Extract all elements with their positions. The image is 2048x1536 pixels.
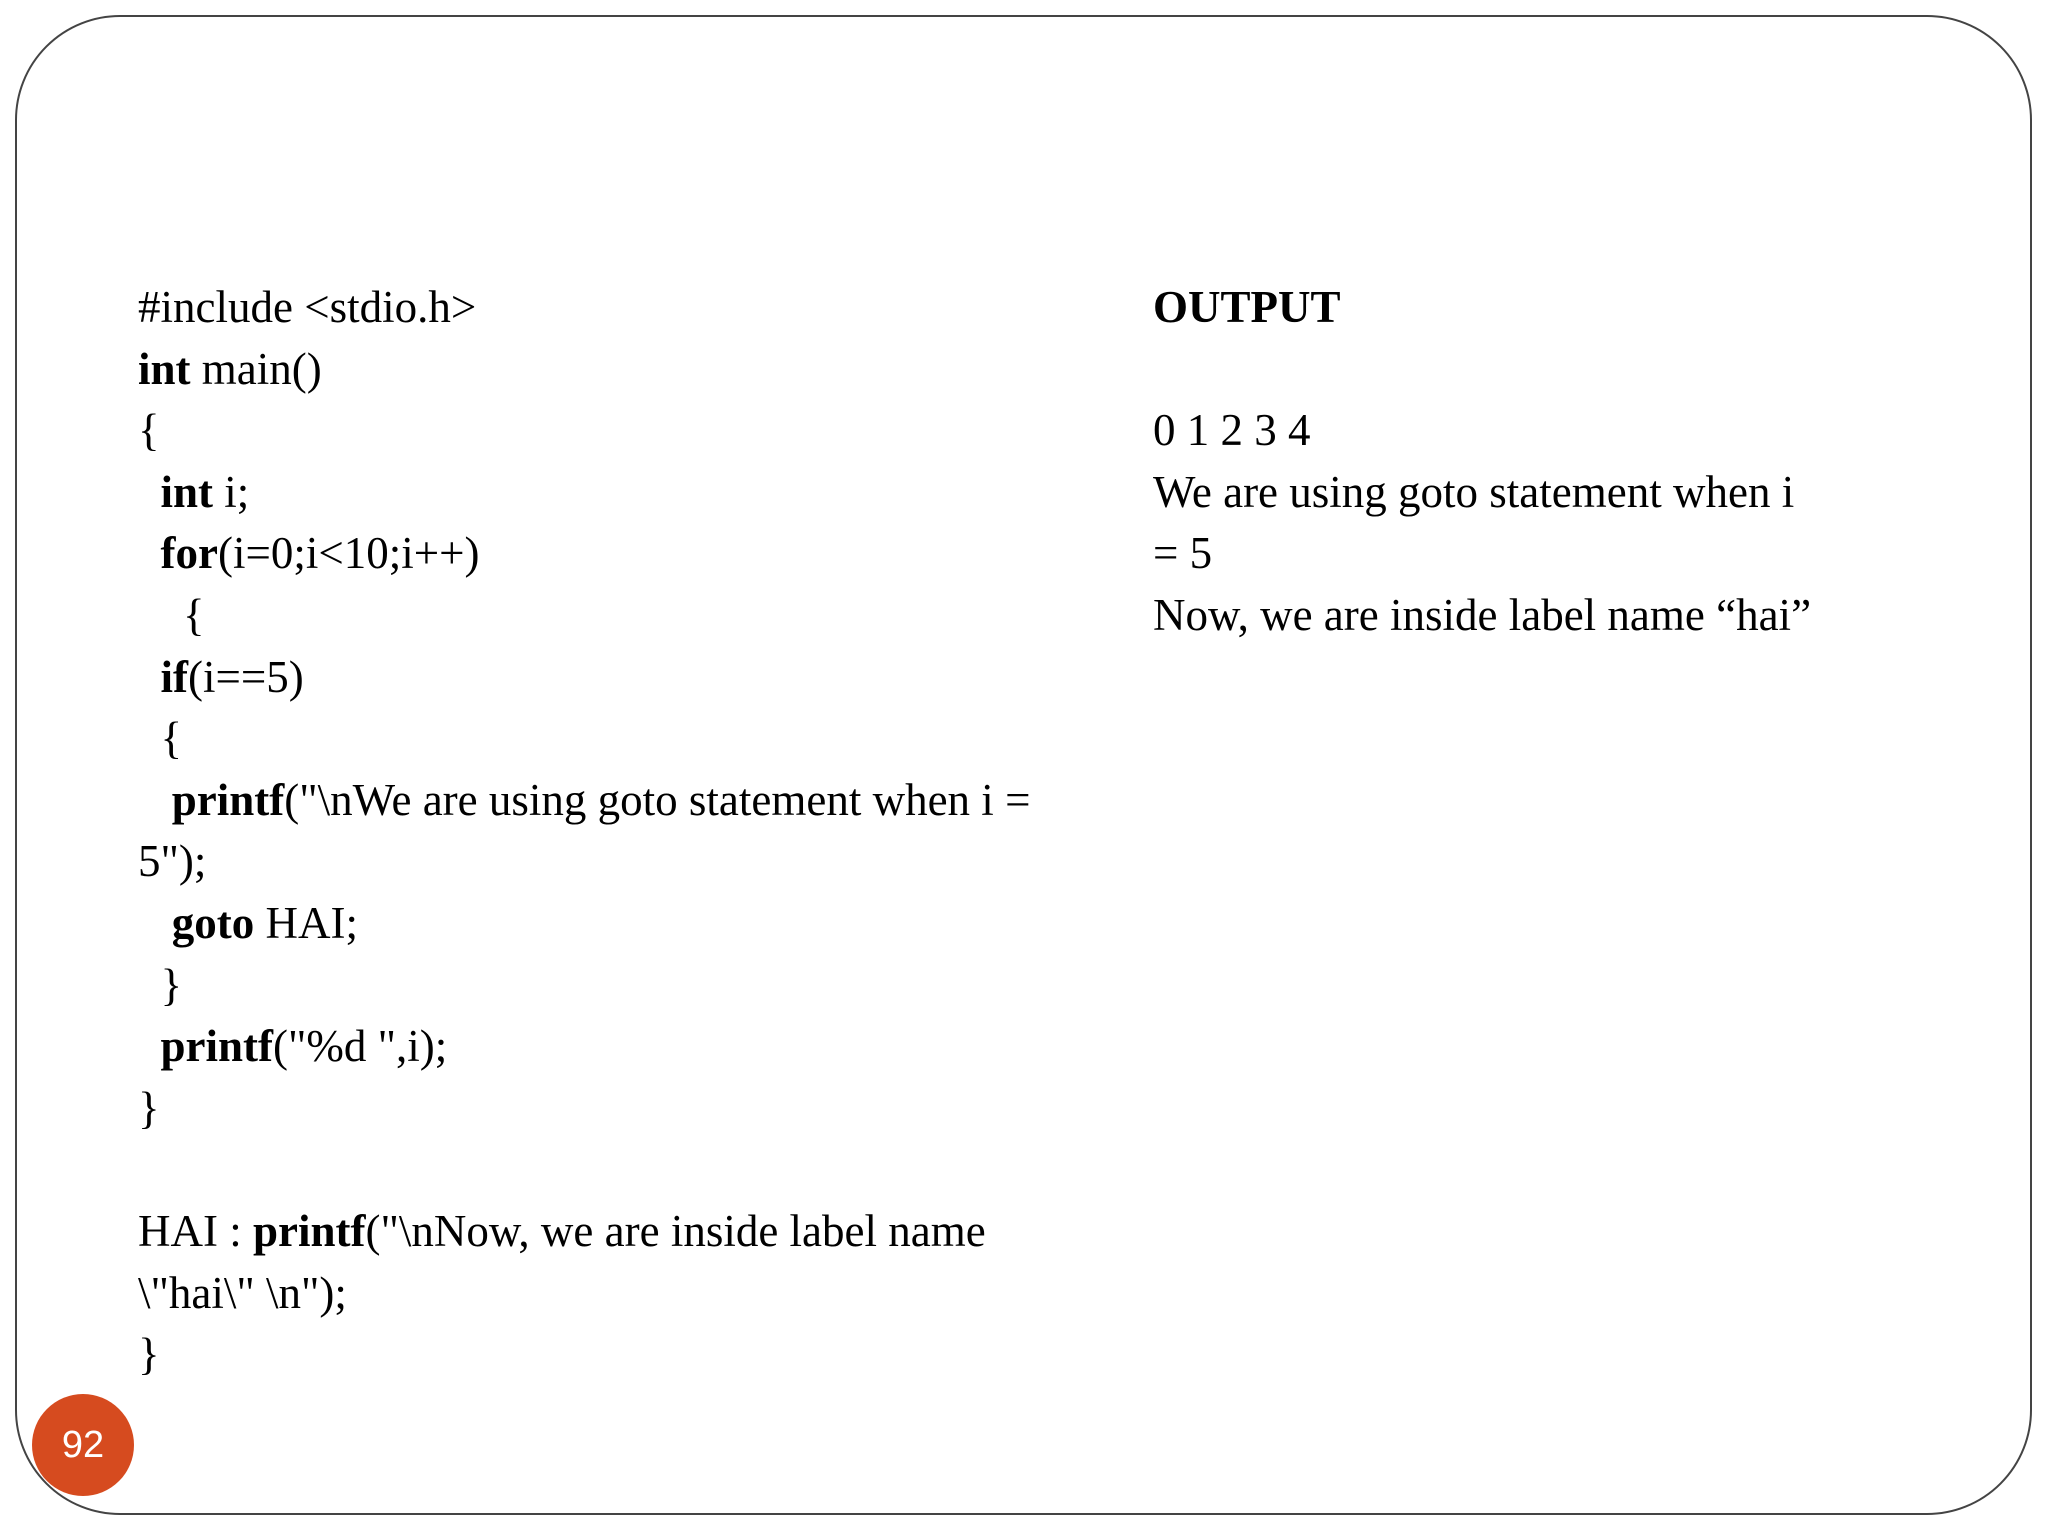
- code-line: [138, 462, 1138, 524]
- code-line: [138, 1263, 1138, 1325]
- output-title: OUTPUT: [1153, 282, 1341, 332]
- output-line: 0 1 2 3 4: [1153, 405, 1311, 456]
- output-line: We are using goto statement when i: [1153, 466, 1795, 517]
- code-text: ("\nWe are using goto statement when i =: [284, 774, 1031, 825]
- code-text: ("%d ",i);: [273, 1021, 448, 1072]
- code-line: [138, 955, 1138, 1017]
- code-keyword: printf: [171, 774, 285, 825]
- code-indent: [138, 652, 161, 702]
- code-line: [138, 277, 1138, 339]
- code-text: \"hai\" \n");: [138, 1267, 347, 1318]
- code-line: [138, 400, 1138, 462]
- output-panel: [1153, 277, 1853, 647]
- code-line: [138, 647, 1138, 709]
- output-spacer: [1153, 339, 1853, 401]
- code-text: 5");: [138, 836, 207, 887]
- code-text: (i=0;i<10;i++): [217, 528, 480, 579]
- code-block: [138, 277, 1138, 1386]
- output-line: Now, we are inside label name “hai”: [1153, 589, 1812, 640]
- code-text: (i==5): [188, 651, 304, 702]
- code-indent: [138, 528, 161, 578]
- output-line: = 5: [1153, 528, 1213, 579]
- code-label: HAI :: [138, 1205, 253, 1256]
- code-keyword: int: [138, 343, 191, 394]
- code-text: i;: [213, 466, 250, 517]
- code-text: main(): [190, 343, 322, 394]
- code-keyword: int: [160, 466, 214, 517]
- code-line: [138, 1016, 1138, 1078]
- code-text: {: [138, 405, 160, 456]
- code-text: }: [138, 1082, 160, 1133]
- code-text: {: [138, 713, 183, 764]
- code-text: ("\nNow, we are inside label name: [365, 1205, 986, 1256]
- code-keyword: for: [160, 528, 218, 579]
- code-keyword: goto: [171, 897, 255, 948]
- code-line: [138, 831, 1138, 893]
- code-line: [138, 523, 1138, 585]
- code-keyword: printf: [252, 1205, 366, 1256]
- code-keyword: printf: [160, 1021, 273, 1072]
- code-text: {: [138, 589, 205, 640]
- code-line: [138, 585, 1138, 647]
- code-indent: [138, 1021, 161, 1071]
- code-text: }: [138, 1329, 160, 1380]
- code-text: #include <stdio.h>: [138, 282, 477, 332]
- code-line: [138, 893, 1138, 955]
- code-line: [138, 1078, 1138, 1140]
- code-keyword: if: [160, 651, 188, 702]
- page-number-badge: 92: [32, 1394, 134, 1496]
- code-line: [138, 1201, 1138, 1263]
- code-line: [138, 708, 1138, 770]
- code-text: HAI;: [254, 897, 358, 948]
- code-line: [138, 339, 1138, 401]
- code-indent: [138, 467, 161, 517]
- code-text: }: [138, 959, 183, 1010]
- code-line: [138, 1324, 1138, 1386]
- code-indent: [138, 898, 172, 948]
- code-indent: [138, 775, 172, 825]
- code-line-blank: [138, 1139, 1138, 1201]
- code-line: [138, 770, 1138, 832]
